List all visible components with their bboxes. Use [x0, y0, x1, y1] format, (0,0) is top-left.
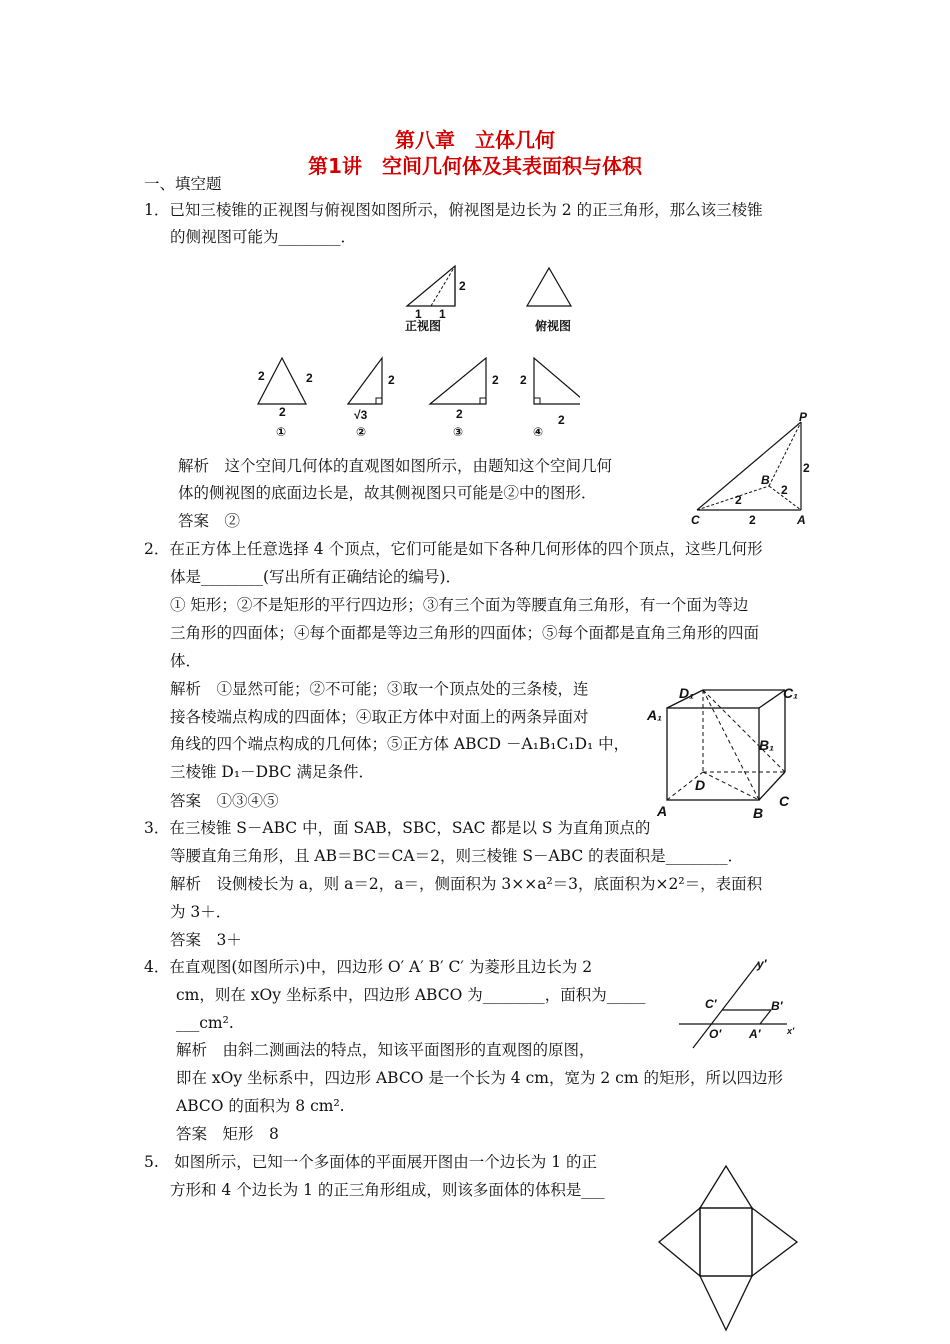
q4-line3: ___cm².	[176, 1014, 234, 1032]
front-height-label: 2	[459, 279, 466, 293]
cube-label-B1: B₁	[759, 737, 775, 753]
section-heading: 一、填空题	[144, 175, 222, 193]
front-view-figure	[405, 266, 466, 333]
q4-oblique-figure	[675, 952, 815, 1052]
top-view-label: 俯视图	[535, 319, 572, 333]
q5-net-figure	[655, 1160, 805, 1340]
pyramid-label-P: P	[799, 410, 808, 424]
q5-line2: 方形和 4 个边长为 1 的正三角形组成，则该多面体的体积是___	[170, 1181, 605, 1199]
q2-line3: ① 矩形；②不是矩形的平行四边形；③有三个面为等腰直角三角形，有一个面为等边	[170, 596, 749, 614]
option-4-figure	[520, 358, 580, 439]
q4-analysis-line3: ABCO 的面积为 8 cm².	[176, 1097, 345, 1115]
q3-line2: 等腰直角三角形，且 AB＝BC＝CA＝2，则三棱锥 S－ABC 的表面积是________．	[170, 847, 744, 865]
q4-line2: cm，则在 xOy 坐标系中，四边形 ABCO 为________，面积为_____	[176, 986, 646, 1004]
opt3-number: ③	[453, 425, 464, 439]
q2-cube-figure	[645, 680, 815, 840]
q1-line1: 1．已知三棱锥的正视图与俯视图如图所示，俯视图是边长为 2 的正三角形，那么该三棱锥	[144, 201, 763, 219]
pyramid-ca-label: 2	[749, 513, 756, 527]
q3-analysis-line2: 为 3＋．	[170, 903, 232, 921]
lecture-title: 第1讲 空间几何体及其表面积与体积	[308, 154, 642, 178]
opt4-base-label: 2	[558, 413, 565, 427]
opt1-number: ①	[276, 425, 287, 439]
pyramid-cb-label: 2	[735, 493, 742, 507]
opt3-height-label: 2	[492, 373, 499, 387]
opt2-height-label: 2	[388, 373, 395, 387]
opt1-base-label: 2	[279, 405, 286, 419]
opt4-number: ④	[533, 425, 544, 439]
front-view-label: 正视图	[405, 319, 442, 333]
cube-label-C1: C₁	[783, 685, 799, 701]
q1-analysis-line1: 解析 这个空间几何体的直观图如图所示，由题知这个空间几何	[178, 457, 613, 475]
q1-line2: 的侧视图可能为________．	[170, 228, 357, 246]
option-2-figure	[348, 358, 395, 439]
q3-analysis-line1: 解析 设侧棱长为 a，则 a＝2，a＝，侧面积为 3××a²＝3，底面积为×2²＝，表面积	[170, 875, 763, 893]
q2-analysis-line1: 解析 ①显然可能；②不可能；③取一个顶点处的三条棱，连	[170, 680, 589, 698]
q1-pyramid-figure	[685, 410, 815, 530]
q2-answer: 答案 ①③④⑤	[170, 792, 279, 810]
q3-line1: 3．在三棱锥 S－ABC 中，面 SAB，SBC，SAC 都是以 S 为直角顶点的	[144, 819, 651, 837]
cube-label-A1: A₁	[647, 707, 663, 723]
opt4-height-label: 2	[520, 373, 527, 387]
q3-answer: 答案 3＋	[170, 931, 242, 949]
q4-label-O: O′	[709, 1027, 722, 1041]
cube-label-D: D	[695, 777, 706, 793]
q4-label-x: x′	[787, 1026, 795, 1036]
q4-label-B: B′	[771, 999, 783, 1013]
opt2-base-label: √3	[354, 408, 368, 422]
q2-analysis-line2: 接各棱端点构成的四面体；④取正方体中对面上的两条异面对	[170, 708, 589, 726]
q2-line5: 体．	[170, 652, 202, 670]
cube-label-A: A	[657, 803, 668, 819]
q4-line1: 4．在直观图(如图所示)中，四边形 O′ A′ B′ C′ 为菱形且边长为 2	[144, 958, 593, 976]
q4-label-A: A′	[749, 1027, 761, 1041]
option-3-figure	[430, 358, 499, 439]
opt3-base-label: 2	[456, 407, 463, 421]
opt2-number: ②	[356, 425, 367, 439]
cube-label-D1: D₁	[679, 685, 695, 701]
option-1-figure	[258, 358, 313, 439]
chapter-title: 第八章 立体几何	[395, 128, 555, 152]
q1-views-figure	[395, 262, 595, 337]
q4-answer: 答案 矩形 8	[176, 1125, 279, 1143]
q2-line1: 2．在正方体上任意选择 4 个顶点，它们可能是如下各种几何形体的四个顶点，这些几何形	[144, 540, 763, 558]
front-base-left-label: 1	[415, 307, 422, 321]
front-base-right-label: 1	[439, 307, 446, 321]
q2-analysis-line3: 角线的四个端点构成的几何体；⑤正方体 ABCD －A₁B₁C₁D₁ 中，	[170, 735, 630, 753]
q4-analysis-line2: 即在 xOy 坐标系中，四边形 ABCO 是一个长为 4 cm，宽为 2 cm 的矩形，所以四边形	[176, 1069, 783, 1087]
q5-line1: 5. 如图所示，已知一个多面体的平面展开图由一个边长为 1 的正	[144, 1153, 598, 1171]
pyramid-height-label: 2	[803, 461, 810, 475]
q1-analysis-line2: 体的侧视图的底面边长是，故其侧视图只可能是②中的图形．	[178, 484, 597, 502]
q4-label-C: C′	[705, 997, 717, 1011]
q4-analysis-line1: 解析 由斜二测画法的特点，知该平面图形的直观图的原图，	[176, 1041, 595, 1059]
opt1-right-label: 2	[306, 371, 313, 385]
q2-line4: 三角形的四面体；④每个面都是等边三角形的四面体；⑤每个面都是直角三角形的四面	[170, 624, 760, 642]
top-view-figure	[527, 268, 571, 333]
q4-label-y: y′	[757, 957, 767, 971]
q1-answer: 答案 ②	[178, 512, 241, 530]
cube-label-C: C	[779, 793, 790, 809]
pyramid-label-C: C	[691, 513, 700, 527]
cube-label-B: B	[753, 805, 764, 821]
q2-analysis-line4: 三棱锥 D₁－DBC 满足条件．	[170, 763, 374, 781]
q1-options-figure	[250, 352, 580, 442]
q2-line2: 体是________(写出所有正确结论的编号)．	[170, 568, 462, 586]
pyramid-label-A: A	[797, 513, 806, 527]
pyramid-ba-label: 2	[781, 483, 788, 497]
pyramid-label-B: B	[761, 473, 770, 487]
opt1-left-label: 2	[258, 369, 265, 383]
